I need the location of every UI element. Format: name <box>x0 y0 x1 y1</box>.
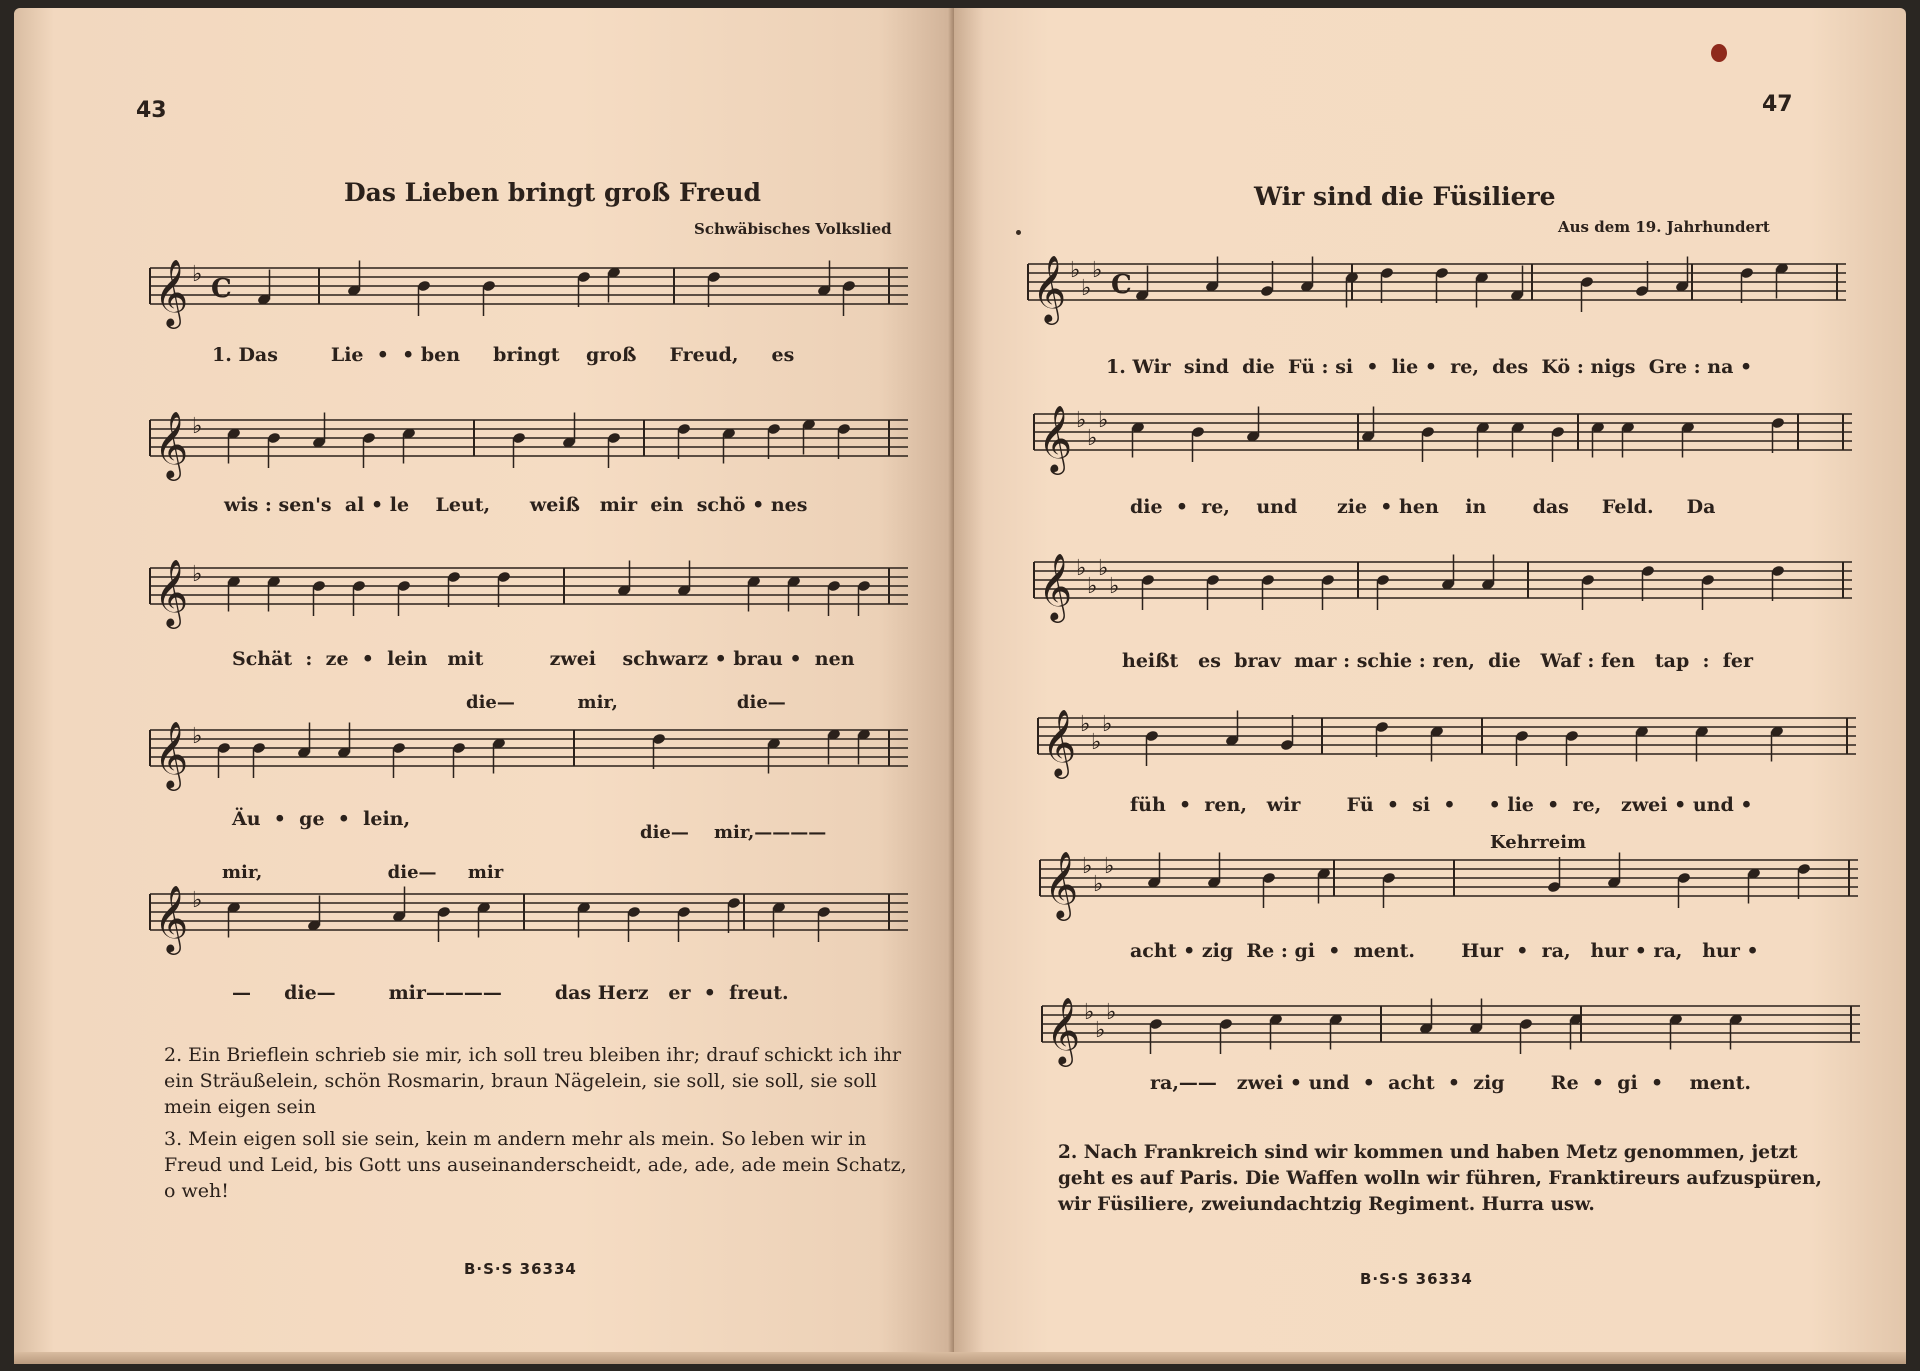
right-page <box>954 8 1906 1363</box>
svg-text:𝄞: 𝄞 <box>154 258 189 326</box>
music-staff <box>1028 540 1858 630</box>
svg-text:♭: ♭ <box>192 414 203 439</box>
lyric-line: die • re, und zie • hen in das Feld. Da <box>1130 496 1716 518</box>
svg-text:♭: ♭ <box>1082 854 1093 879</box>
lyric-line: wis : sen's al • le Leut, weiß mir ein schö • nes <box>224 494 808 516</box>
lyric-line: füh • ren, wir Fü • si • • lie • re, zwei • und • <box>1130 794 1753 816</box>
ink-spot <box>1711 44 1727 62</box>
lyric-line: 1. Das Lie • • ben bringt groß Freud, es <box>212 344 795 366</box>
svg-text:♭: ♭ <box>1084 1000 1095 1025</box>
lyric-line: Äu • ge • lein, <box>232 808 411 830</box>
cue-lyric: mir, die— mir <box>222 862 504 883</box>
music-staff <box>1032 696 1862 786</box>
verse-2: 2. Nach Frankreich sind wir kommen und haben Metz genommen, jetzt geht es auf Paris. Die Waffen wolln wir führen, Franktireurs aufzuspüren, wir Füsiliere, zweiundachtzig Regiment. Hurra usw. <box>1058 1142 1822 1215</box>
svg-text:♭: ♭ <box>1087 574 1098 599</box>
svg-text:C: C <box>211 274 232 304</box>
svg-text:♭: ♭ <box>1076 408 1087 433</box>
svg-text:♭: ♭ <box>1104 854 1115 879</box>
music-staff <box>1036 984 1866 1074</box>
music-staff <box>1028 392 1858 482</box>
cue-lyric: die— mir, die— <box>466 692 786 713</box>
lyric-line: acht • zig Re : gi • ment. Hur • ra, hur • ra, hur • <box>1130 940 1759 962</box>
svg-text:♭: ♭ <box>1098 556 1109 581</box>
lyric-line: heißt es brav mar : schie : ren, die Waf : fen tap : fer <box>1122 650 1754 672</box>
svg-text:♭: ♭ <box>1106 1000 1117 1025</box>
lyric-line: 1. Wir sind die Fü : si • lie • re, des Kö : nigs Gre : na • <box>1106 356 1753 378</box>
svg-text:𝄞: 𝄞 <box>154 720 189 788</box>
music-staff <box>144 246 914 336</box>
svg-text:♭: ♭ <box>1070 258 1081 283</box>
svg-text:𝄞: 𝄞 <box>1046 996 1081 1064</box>
svg-text:𝄞: 𝄞 <box>154 884 189 952</box>
left-footer: B·S·S 36334 <box>464 1260 577 1278</box>
right-song-title: Wir sind die Füsiliere <box>1254 182 1556 211</box>
svg-text:♭: ♭ <box>1109 574 1120 599</box>
music-staff <box>144 398 914 488</box>
lyric-line: Schät : ze • lein mit zwei schwarz • brau • nen <box>232 648 855 670</box>
right-song-origin: Aus dem 19. Jahrhundert <box>1558 218 1770 236</box>
svg-text:♭: ♭ <box>1081 276 1092 301</box>
svg-text:♭: ♭ <box>192 724 203 749</box>
svg-text:♭: ♭ <box>1095 1018 1106 1043</box>
svg-text:♭: ♭ <box>1091 730 1102 755</box>
svg-text:♭: ♭ <box>192 562 203 587</box>
lyric-line: — die— mir———— das Herz er • freut. <box>232 982 789 1004</box>
svg-text:𝄞: 𝄞 <box>154 410 189 478</box>
music-staff <box>144 546 914 636</box>
svg-text:𝄞: 𝄞 <box>1038 552 1073 620</box>
cue-lyric: die— mir,———— <box>640 822 827 843</box>
svg-text:♭: ♭ <box>1076 556 1087 581</box>
music-staff <box>144 872 914 962</box>
svg-text:♭: ♭ <box>1092 258 1103 283</box>
ink-dot <box>1016 230 1021 235</box>
svg-text:♭: ♭ <box>1087 426 1098 451</box>
svg-text:𝄞: 𝄞 <box>154 558 189 626</box>
verse-2: 2. Ein Brieflein schrieb sie mir, ich soll treu bleiben ihr; drauf schickt ich ihr ein Sträußelein, schön Rosmarin, braun Nägelein, sie soll, sie soll, sie soll mein eigen sein <box>164 1044 902 1118</box>
page-edge <box>14 1352 1906 1364</box>
svg-text:𝄞: 𝄞 <box>1044 850 1079 918</box>
music-staff <box>1034 838 1864 928</box>
right-page-number: 47 <box>1762 92 1793 117</box>
svg-text:𝄞: 𝄞 <box>1042 708 1077 776</box>
lyric-line: ra,—— zwei • und • acht • zig Re • gi • ment. <box>1150 1072 1752 1094</box>
left-page <box>14 8 954 1363</box>
svg-text:C: C <box>1111 270 1132 300</box>
svg-text:♭: ♭ <box>192 262 203 287</box>
left-page-number: 43 <box>136 98 167 123</box>
svg-text:♭: ♭ <box>1080 712 1091 737</box>
svg-text:♭: ♭ <box>1102 712 1113 737</box>
svg-text:𝄞: 𝄞 <box>1032 254 1067 322</box>
svg-text:♭: ♭ <box>192 888 203 913</box>
svg-text:♭: ♭ <box>1093 872 1104 897</box>
right-footer: B·S·S 36334 <box>1360 1270 1473 1288</box>
left-song-origin: Schwäbisches Volkslied <box>694 220 892 238</box>
music-staff <box>1022 242 1852 332</box>
verse-3: 3. Mein eigen soll sie sein, kein m andern mehr als mein. So leben wir in Freud und Leid, bis Gott uns auseinanderscheidt, ade, ade, ade mein Schatz, o weh! <box>164 1128 907 1202</box>
svg-text:𝄞: 𝄞 <box>1038 404 1073 472</box>
music-staff <box>144 708 914 798</box>
svg-text:♭: ♭ <box>1098 408 1109 433</box>
left-song-title: Das Lieben bringt groß Freud <box>344 178 762 207</box>
refrain-label: Kehrreim <box>1490 832 1587 853</box>
